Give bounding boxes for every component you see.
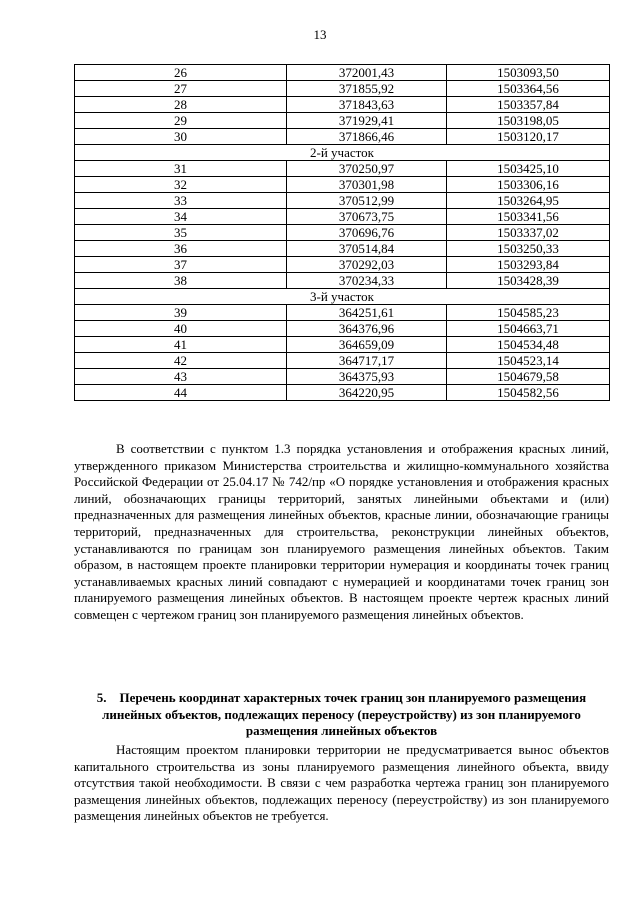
y-coordinate-cell: 1503198,05 bbox=[447, 113, 610, 129]
coordinates-table bbox=[74, 64, 610, 401]
point-number-cell: 28 bbox=[75, 97, 287, 113]
table-row bbox=[75, 337, 610, 353]
point-number-cell: 31 bbox=[75, 161, 287, 177]
point-number-cell: 34 bbox=[75, 209, 287, 225]
table-row bbox=[75, 257, 610, 273]
y-coordinate-cell: 1503364,56 bbox=[447, 81, 610, 97]
x-coordinate-cell: 370292,03 bbox=[287, 257, 447, 273]
table-section-row bbox=[75, 145, 610, 161]
x-coordinate-cell: 364251,61 bbox=[287, 305, 447, 321]
point-number-cell: 29 bbox=[75, 113, 287, 129]
section-5-title: Перечень координат характерных точек границ зон планируемого размещения линейных объектов, подлежащих переносу (переустройству) из зон планируемого размещения линейных объектов bbox=[102, 690, 587, 739]
table-row bbox=[75, 273, 610, 289]
x-coordinate-cell: 364717,17 bbox=[287, 353, 447, 369]
point-number-cell: 30 bbox=[75, 129, 287, 145]
table-row bbox=[75, 241, 610, 257]
x-coordinate-cell: 364376,96 bbox=[287, 321, 447, 337]
table-row bbox=[75, 161, 610, 177]
point-number-cell: 43 bbox=[75, 369, 287, 385]
x-coordinate-cell: 370512,99 bbox=[287, 193, 447, 209]
table-row bbox=[75, 353, 610, 369]
section-title-cell: 3-й участок bbox=[75, 289, 610, 305]
y-coordinate-cell: 1503120,17 bbox=[447, 129, 610, 145]
y-coordinate-cell: 1504679,58 bbox=[447, 369, 610, 385]
y-coordinate-cell: 1504585,23 bbox=[447, 305, 610, 321]
x-coordinate-cell: 370234,33 bbox=[287, 273, 447, 289]
point-number-cell: 27 bbox=[75, 81, 287, 97]
point-number-cell: 42 bbox=[75, 353, 287, 369]
table-row bbox=[75, 369, 610, 385]
table-section-row bbox=[75, 289, 610, 305]
y-coordinate-cell: 1503093,50 bbox=[447, 65, 610, 81]
table-row bbox=[75, 113, 610, 129]
y-coordinate-cell: 1503250,33 bbox=[447, 241, 610, 257]
y-coordinate-cell: 1504582,56 bbox=[447, 385, 610, 401]
section-title-cell: 2-й участок bbox=[75, 145, 610, 161]
table-row bbox=[75, 209, 610, 225]
point-number-cell: 41 bbox=[75, 337, 287, 353]
point-number-cell: 38 bbox=[75, 273, 287, 289]
x-coordinate-cell: 370696,76 bbox=[287, 225, 447, 241]
table-row bbox=[75, 81, 610, 97]
x-coordinate-cell: 370673,75 bbox=[287, 209, 447, 225]
x-coordinate-cell: 371843,63 bbox=[287, 97, 447, 113]
y-coordinate-cell: 1503264,95 bbox=[447, 193, 610, 209]
relocation-paragraph: Настоящим проектом планировки территории не предусматривается вынос объектов капитального строительства из зоны планируемого размещения линейного объекта, ввиду отсутствия такой необходимости. В связи с чем разработка чертежа границ зон планируемого размещения линейных объектов, подлежащих переносу (переустройству) из зон планируемого размещения линейных объектов не требуется. bbox=[74, 742, 609, 824]
y-coordinate-cell: 1503337,02 bbox=[447, 225, 610, 241]
x-coordinate-cell: 370514,84 bbox=[287, 241, 447, 257]
red-lines-paragraph: В соответствии с пунктом 1.3 порядка установления и отображения красных линий, утвержденного приказом Министерства строительства и жилищно-коммунального хозяйства Российской Федерации от 25.04.17 № 742/пр «О порядке установления и отображения красных линий, обозначающих границы территорий, занятых линейными объектами и (или) предназначенных для размещения линейных объектов, красные линии, обозначающие границы территорий, предназначенных для строительства, реконструкции линейных объектов, устанавливаются по границам зон планируемого размещения линейных объектов. Таким образом, в настоящем проекте планировки территории нумерация и координаты точек границ устанавливаемых красных линий совпадают с нумерацией и координатами точек границ зон планируемого размещения линейных объектов. В настоящем проекте чертеж красных линий совмещен с чертежом границ зон планируемого размещения линейных объектов. bbox=[74, 441, 609, 622]
y-coordinate-cell: 1504534,48 bbox=[447, 337, 610, 353]
table-row bbox=[75, 177, 610, 193]
x-coordinate-cell: 370250,97 bbox=[287, 161, 447, 177]
section-5-number: 5. bbox=[96, 690, 107, 705]
table-row bbox=[75, 305, 610, 321]
x-coordinate-cell: 370301,98 bbox=[287, 177, 447, 193]
table-row bbox=[75, 321, 610, 337]
y-coordinate-cell: 1503428,39 bbox=[447, 273, 610, 289]
x-coordinate-cell: 371866,46 bbox=[287, 129, 447, 145]
table-row bbox=[75, 129, 610, 145]
table-row bbox=[75, 65, 610, 81]
page-number: 13 bbox=[313, 27, 327, 42]
point-number-cell: 40 bbox=[75, 321, 287, 337]
point-number-cell: 32 bbox=[75, 177, 287, 193]
y-coordinate-cell: 1503357,84 bbox=[447, 97, 610, 113]
x-coordinate-cell: 371855,92 bbox=[287, 81, 447, 97]
y-coordinate-cell: 1504523,14 bbox=[447, 353, 610, 369]
table-row bbox=[75, 225, 610, 241]
table-row bbox=[75, 97, 610, 113]
x-coordinate-cell: 371929,41 bbox=[287, 113, 447, 129]
point-number-cell: 35 bbox=[75, 225, 287, 241]
x-coordinate-cell: 364220,95 bbox=[287, 385, 447, 401]
y-coordinate-cell: 1503306,16 bbox=[447, 177, 610, 193]
table-row bbox=[75, 193, 610, 209]
coordinates-table-body bbox=[75, 65, 610, 401]
y-coordinate-cell: 1503293,84 bbox=[447, 257, 610, 273]
point-number-cell: 36 bbox=[75, 241, 287, 257]
y-coordinate-cell: 1503341,56 bbox=[447, 209, 610, 225]
table-row bbox=[75, 385, 610, 401]
point-number-cell: 39 bbox=[75, 305, 287, 321]
point-number-cell: 26 bbox=[75, 65, 287, 81]
section-5-heading bbox=[74, 690, 609, 740]
point-number-cell: 33 bbox=[75, 193, 287, 209]
y-coordinate-cell: 1504663,71 bbox=[447, 321, 610, 337]
x-coordinate-cell: 364375,93 bbox=[287, 369, 447, 385]
point-number-cell: 44 bbox=[75, 385, 287, 401]
point-number-cell: 37 bbox=[75, 257, 287, 273]
x-coordinate-cell: 372001,43 bbox=[287, 65, 447, 81]
x-coordinate-cell: 364659,09 bbox=[287, 337, 447, 353]
y-coordinate-cell: 1503425,10 bbox=[447, 161, 610, 177]
